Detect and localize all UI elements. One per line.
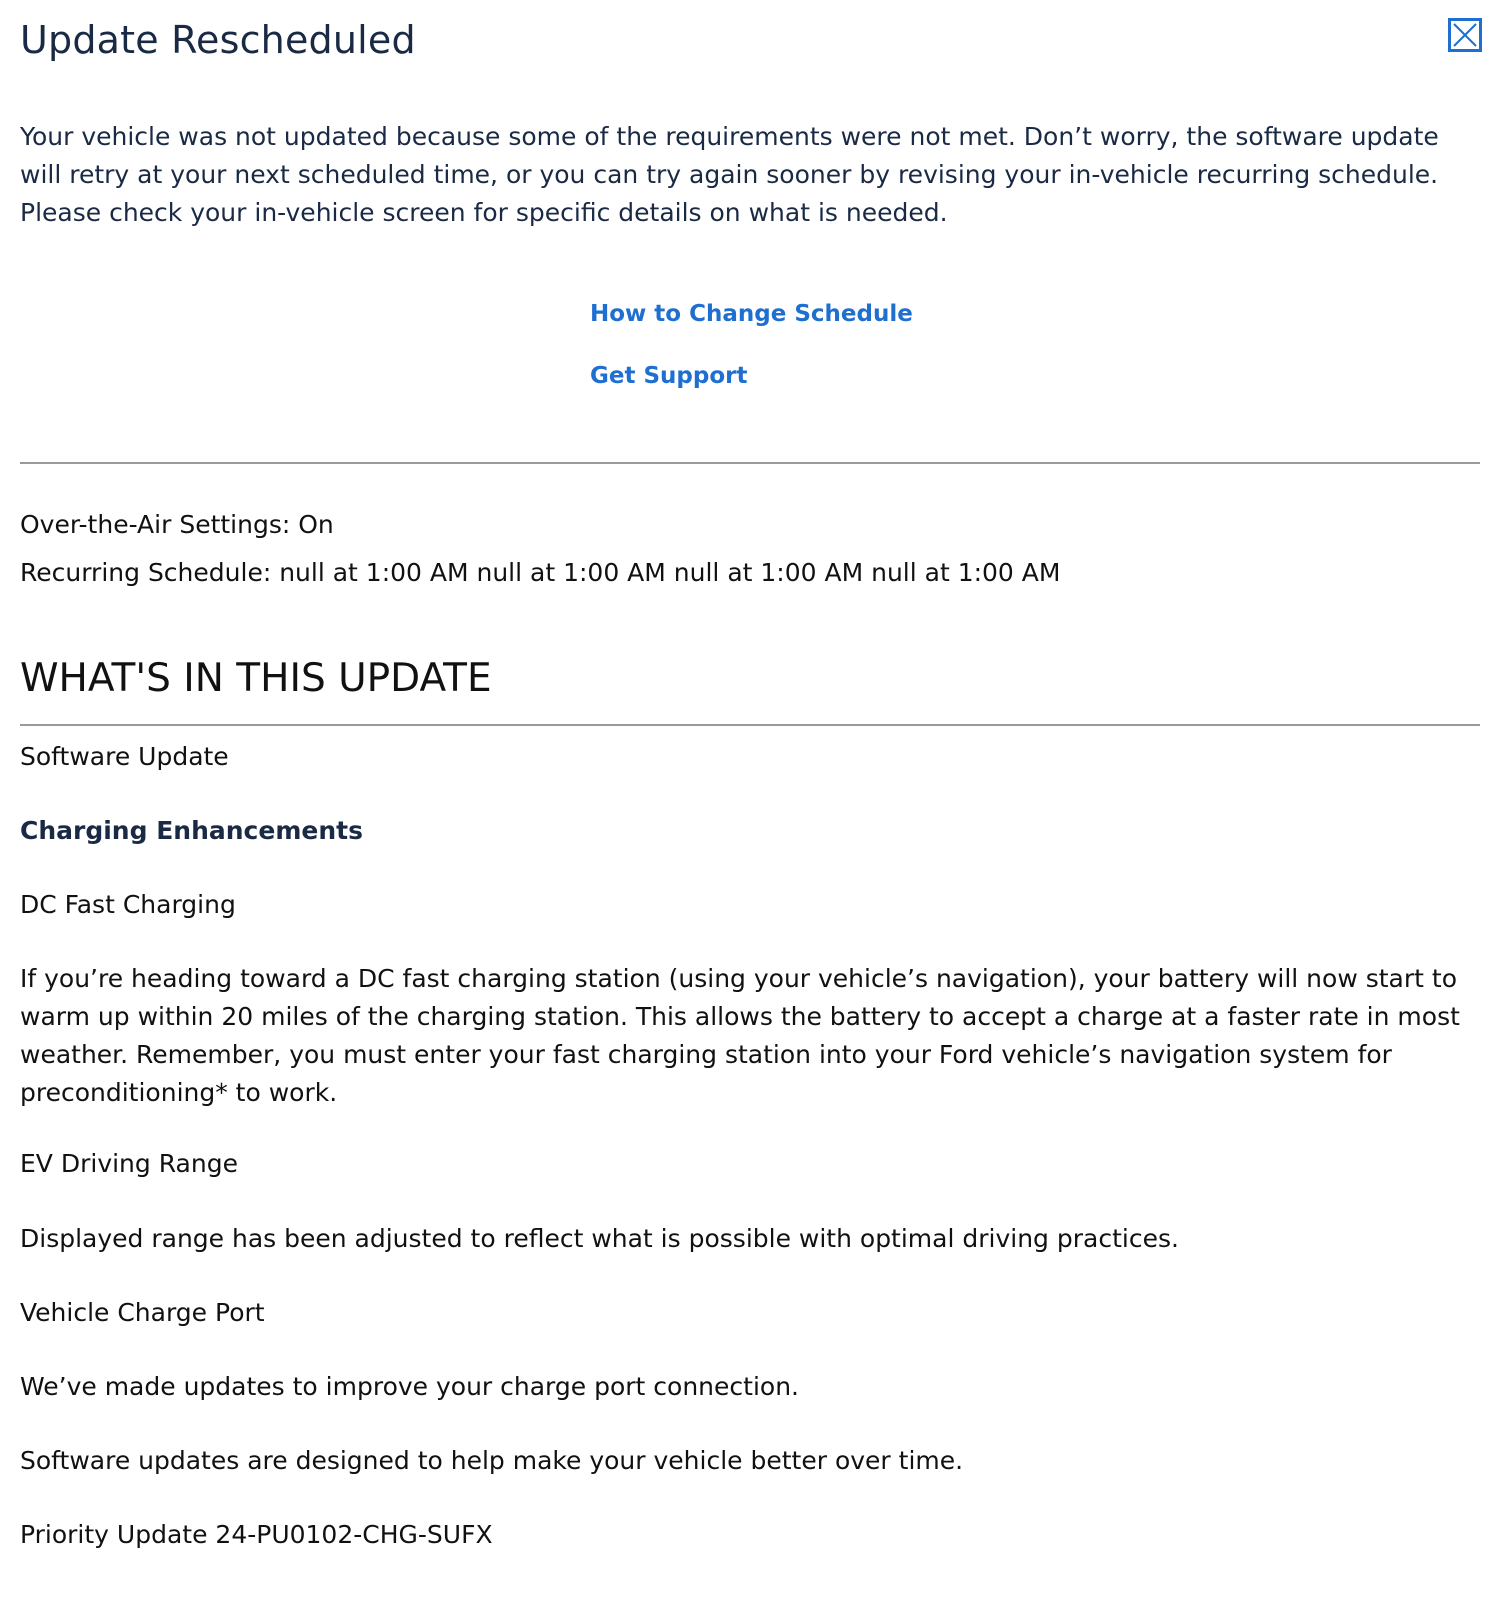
dc-fast-charging-title: DC Fast Charging <box>20 890 236 919</box>
dialog-title: Update Rescheduled <box>20 18 416 62</box>
charge-port-title: Vehicle Charge Port <box>20 1298 265 1327</box>
closing-note: Software updates are designed to help make your vehicle better over time. <box>20 1446 964 1475</box>
software-update-label: Software Update <box>20 742 229 771</box>
charge-port-body: We’ve made updates to improve your charge port connection. <box>20 1372 799 1401</box>
close-button[interactable] <box>1448 18 1482 52</box>
ev-range-body: Displayed range has been adjusted to reflect what is possible with optimal driving practices. <box>20 1224 1179 1253</box>
divider <box>20 724 1480 726</box>
recurring-schedule-status: Recurring Schedule: null at 1:00 AM null at 1:00 AM null at 1:00 AM null at 1:00 AM <box>20 558 1061 587</box>
how-to-change-schedule-link[interactable]: How to Change Schedule <box>590 301 913 327</box>
intro-message: Your vehicle was not updated because some of the requirements were not met. Don’t worry, the software update will retry at your next scheduled time, or you can try again sooner by revising your in-vehicle recurring schedule. Please check your in-vehicle screen for specific details on what is needed. <box>20 122 1439 227</box>
ev-range-title: EV Driving Range <box>20 1149 238 1178</box>
whats-in-this-update-heading: WHAT'S IN THIS UPDATE <box>20 656 492 701</box>
divider <box>20 462 1480 464</box>
close-icon <box>1451 21 1479 49</box>
ota-settings-status: Over-the-Air Settings: On <box>20 510 334 539</box>
priority-update-id: Priority Update 24-PU0102-CHG-SUFX <box>20 1520 493 1549</box>
charging-enhancements-heading: Charging Enhancements <box>20 816 363 845</box>
get-support-link[interactable]: Get Support <box>590 363 748 389</box>
dc-fast-charging-body: If you’re heading toward a DC fast charging station (using your vehicle’s navigation), your battery will now start to warm up within 20 miles of the charging station. This allows the battery to accept a charge at a faster rate in most weather. Remember, you must enter your fast charging station into your Ford vehicle’s navigation system for preconditioning* to work. <box>20 964 1460 1107</box>
